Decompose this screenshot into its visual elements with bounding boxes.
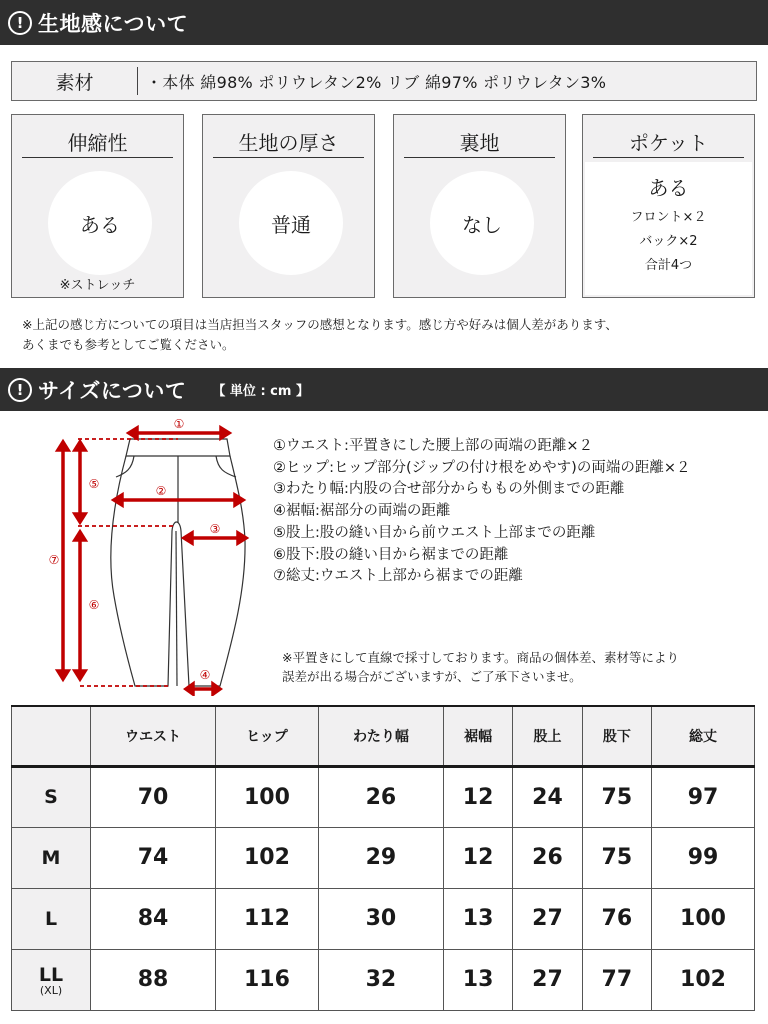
header-cell: ウエスト	[91, 706, 216, 766]
cell: 27	[513, 949, 582, 1010]
cell: 75	[582, 766, 651, 827]
note-line: ※平置きにして直線で採寸しております。商品の個体差、素材等により	[282, 650, 679, 665]
legend-item: ①ウエスト:平置きにした腰上部の両端の距離×２	[273, 438, 594, 454]
cell: 75	[582, 827, 651, 888]
cell: 77	[582, 949, 651, 1010]
pocket-detail: バック×2	[639, 234, 698, 249]
card-value: 普通	[239, 171, 343, 275]
size-label: L	[12, 888, 91, 949]
svg-text:⑦: ⑦	[48, 553, 60, 567]
header-cell: 股下	[582, 706, 651, 766]
size-label: LL (XL)	[12, 949, 91, 1010]
material-value: ・本体 綿98% ポリウレタン2% リブ 綿97% ポリウレタン3%	[146, 72, 607, 92]
cell: 13	[443, 949, 512, 1010]
svg-text:⑤: ⑤	[88, 477, 100, 491]
legend-item: ⑥股下:股の縫い目から裾までの距離	[273, 546, 509, 563]
disclaimer-line: あくまでも参考としてご覧ください。	[22, 337, 235, 352]
pants-outline-icon	[111, 439, 245, 686]
card-title: 生地の厚さ	[238, 131, 339, 155]
cell: 102	[216, 827, 319, 888]
fabric-disclaimer	[22, 315, 618, 355]
table-row	[12, 827, 755, 888]
pocket-detail: 合計4つ	[644, 258, 693, 273]
header-cell	[12, 706, 91, 766]
svg-text:⑥: ⑥	[88, 598, 100, 612]
card-value: ある	[648, 176, 689, 200]
pants-measurement-diagram	[40, 411, 260, 696]
cell: 99	[652, 827, 755, 888]
lining-card	[393, 114, 566, 298]
header-cell: 総丈	[652, 706, 755, 766]
card-title: 裏地	[459, 131, 500, 155]
exclamation-circle-icon: !	[8, 11, 32, 35]
svg-text:④: ④	[199, 668, 211, 682]
divider	[593, 157, 744, 158]
cell: 12	[443, 827, 512, 888]
section-title: 生地感について	[38, 11, 189, 36]
cell: 24	[513, 766, 582, 827]
section-title: サイズについて	[38, 378, 187, 403]
fabric-section-header	[0, 0, 768, 45]
table-row	[12, 766, 755, 827]
note-line: 誤差が出る場合がございますが、ご了承下さいませ。	[282, 669, 582, 684]
measure-arrows	[58, 428, 246, 694]
cell: 88	[91, 949, 216, 1010]
header-cell: 股上	[513, 706, 582, 766]
header-cell: ヒップ	[216, 706, 319, 766]
unit-label: 【 単位 : cm 】	[212, 384, 309, 399]
cell: 102	[652, 949, 755, 1010]
stretch-card	[11, 114, 184, 298]
cell: 116	[216, 949, 319, 1010]
measurement-legend	[273, 436, 690, 588]
header-cell: わたり幅	[318, 706, 443, 766]
legend-item: ⑤股上:股の縫い目から前ウエスト上部までの距離	[273, 524, 596, 541]
pocket-detail: フロント×２	[630, 210, 707, 225]
cell: 32	[318, 949, 443, 1010]
cell: 30	[318, 888, 443, 949]
material-row	[11, 61, 757, 101]
measurement-note	[282, 648, 679, 686]
legend-item: ⑦総丈:ウエスト上部から裾までの距離	[273, 568, 523, 585]
measure-markers	[49, 417, 221, 682]
card-title: ポケット	[629, 131, 708, 155]
card-title: 伸縮性	[67, 131, 128, 155]
cell: 76	[582, 888, 651, 949]
size-table	[11, 705, 755, 1011]
divider	[404, 157, 555, 158]
disclaimer-line: ※上記の感じ方についての項目は当店担当スタッフの感想となります。感じ方や好みは個人差があります、	[22, 317, 618, 332]
divider	[213, 157, 364, 158]
card-value: なし	[430, 171, 534, 275]
cell: 12	[443, 766, 512, 827]
thickness-card	[202, 114, 375, 298]
cell: 26	[318, 766, 443, 827]
table-header-row	[12, 706, 755, 766]
cell: 26	[513, 827, 582, 888]
pocket-card	[582, 114, 755, 298]
legend-item: ③わたり幅:内股の合せ部分からももの外側までの距離	[273, 481, 625, 498]
exclamation-circle-icon: !	[8, 378, 32, 402]
cell: 97	[652, 766, 755, 827]
table-row	[12, 888, 755, 949]
size-section-header	[0, 368, 768, 411]
legend-item: ②ヒップ:ヒップ部分(ジップの付け根をめやす)の両端の距離×２	[273, 459, 691, 476]
cell: 100	[652, 888, 755, 949]
size-label: S	[12, 766, 91, 827]
svg-text:②: ②	[155, 484, 167, 498]
cell: 27	[513, 888, 582, 949]
cell: 100	[216, 766, 319, 827]
divider	[22, 157, 173, 158]
cell: 74	[91, 827, 216, 888]
svg-text:③: ③	[209, 522, 221, 536]
card-value: ある	[48, 171, 152, 275]
card-note: ※ストレッチ	[59, 278, 136, 293]
cell: 13	[443, 888, 512, 949]
material-label: 素材	[55, 71, 94, 94]
legend-item: ④裾幅:裾部分の両端の距離	[273, 503, 451, 520]
table-row	[12, 949, 755, 1010]
svg-text:①: ①	[173, 417, 185, 431]
cell: 84	[91, 888, 216, 949]
cell: 112	[216, 888, 319, 949]
header-cell: 裾幅	[443, 706, 512, 766]
cell: 70	[91, 766, 216, 827]
size-label: M	[12, 827, 91, 888]
cell: 29	[318, 827, 443, 888]
